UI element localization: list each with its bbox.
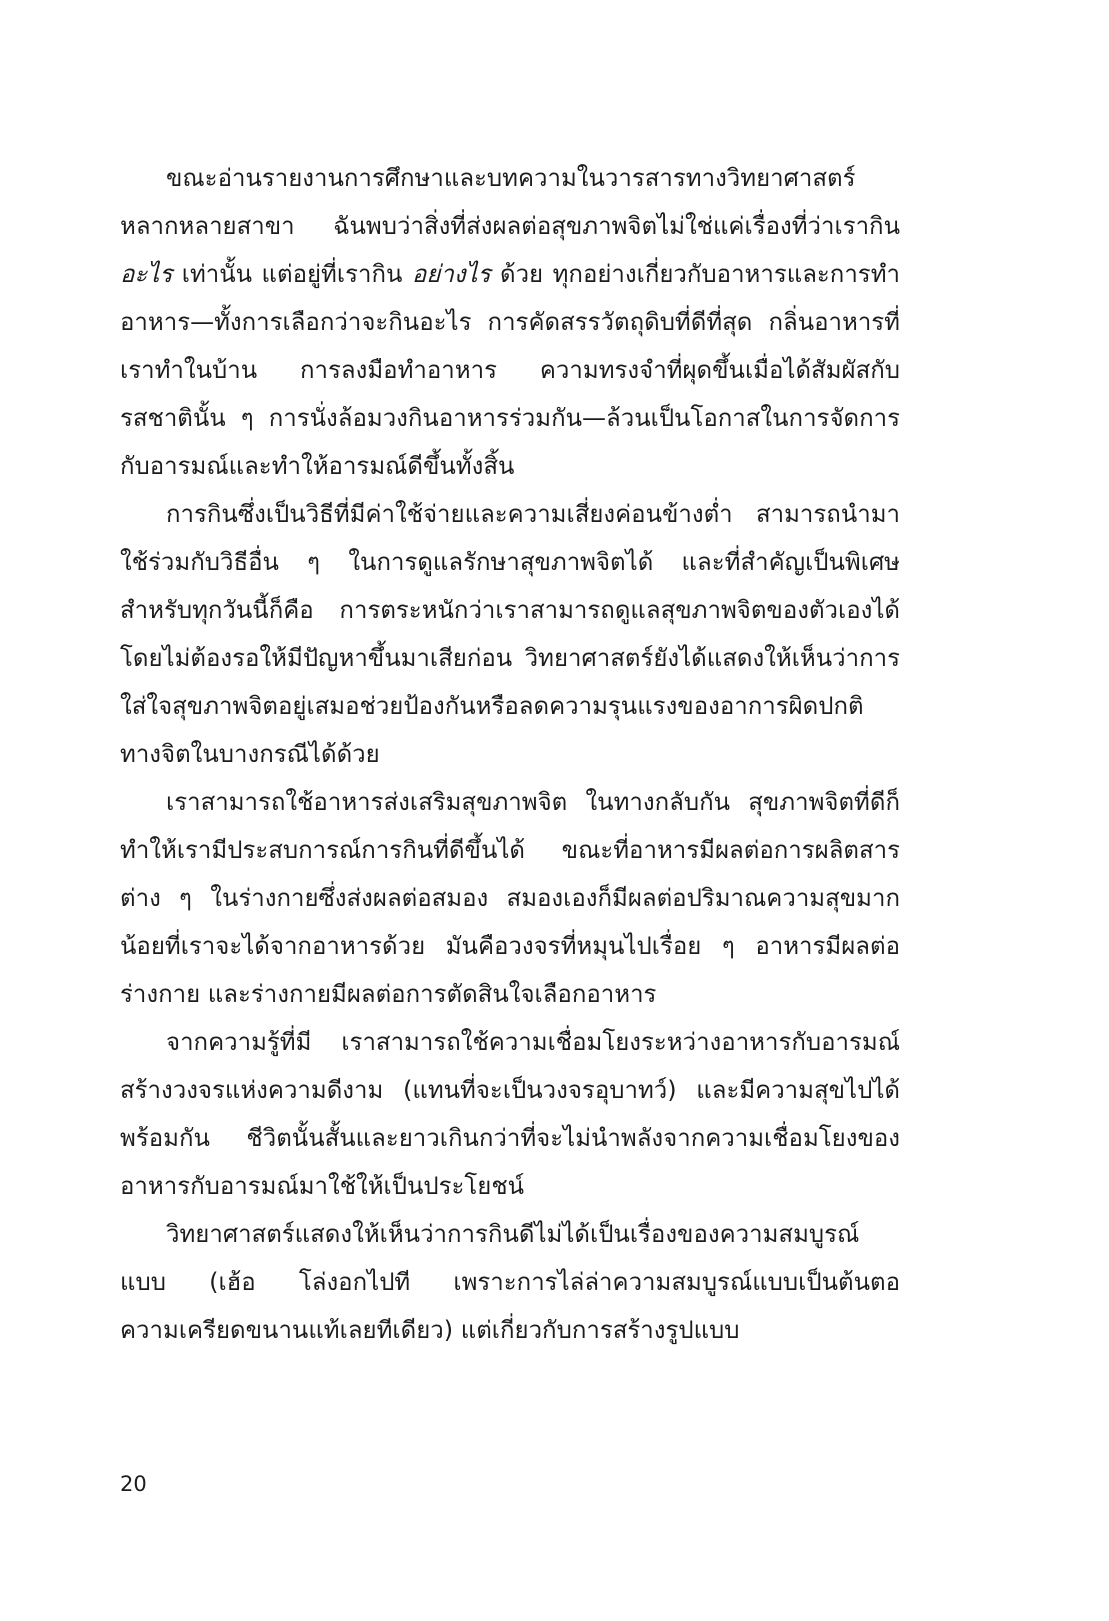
paragraph-1	[120, 154, 900, 490]
text-run: ด้วย ทุกอย่างเกี่ยวกับอาหารและการทำอาหาร—ทั้งการเลือกว่าจะกินอะไร การคัดสรรวัตถุดิบที่ดีที่สุด กลิ่นอาหารที่เราทำในบ้าน การลงมือทำอาหาร ความทรงจำที่ผุดขึ้นเมื่อได้สัมผัสกับรสชาตินั้น ๆ การนั่งล้อมวงกินอาหารร่วมกัน—ล้วนเป็นโอกาสในการจัดการกับอารมณ์และทำให้อารมณ์ดีขึ้นทั้งสิ้น	[120, 260, 900, 480]
paragraph-4	[120, 1018, 900, 1210]
text-run: เราสามารถใช้อาหารส่งเสริมสุขภาพจิต ในทางกลับกัน สุขภาพจิตที่ดีก็ทำให้เรามีประสบการณ์การกินที่ดีขึ้นได้ ขณะที่อาหารมีผลต่อการผลิตสารต่าง ๆ ในร่างกายซึ่งส่งผลต่อสมอง สมองเองก็มีผลต่อปริมาณความสุขมากน้อยที่เราจะได้จากอาหารด้วย มันคือวงจรที่หมุนไปเรื่อย ๆ อาหารมีผลต่อร่างกาย และร่างกายมีผลต่อการตัดสินใจเลือกอาหาร	[120, 788, 900, 1008]
paragraph-3	[120, 778, 900, 1018]
body-text	[120, 154, 900, 1354]
text-run: ขณะอ่านรายงานการศึกษาและบทความในวารสารทางวิทยาศาสตร์หลากหลายสาขา ฉันพบว่าสิ่งที่ส่งผลต่อสุขภาพจิตไม่ใช่แค่เรื่องที่ว่าเรากิน	[120, 164, 900, 240]
text-run: จากความรู้ที่มี เราสามารถใช้ความเชื่อมโยงระหว่างอาหารกับอารมณ์สร้างวงจรแห่งความดีงาม (แทนที่จะเป็นวงจรอุบาทว์) และมีความสุขไปได้พร้อมกัน ชีวิตนั้นสั้นและยาวเกินกว่าที่จะไม่นำพลังจากความเชื่อมโยงของอาหารกับอารมณ์มาใช้ให้เป็นประโยชน์	[120, 1028, 900, 1200]
page-number: 20	[120, 1472, 147, 1496]
paragraph-5	[120, 1210, 900, 1354]
text-run: เท่านั้น แต่อยู่ที่เรากิน	[172, 260, 412, 288]
text-run: วิทยาศาสตร์แสดงให้เห็นว่าการกินดีไม่ได้เป็นเรื่องของความสมบูรณ์แบบ (เฮ้อ โล่งอกไปที เพราะการไล่ล่าความสมบูรณ์แบบเป็นต้นตอความเครียดขนานแท้เลยทีเดียว) แต่เกี่ยวกับการสร้างรูปแบบ	[120, 1220, 900, 1344]
paragraph-2	[120, 490, 900, 778]
text-run: การกินซึ่งเป็นวิธีที่มีค่าใช้จ่ายและความเสี่ยงค่อนข้างต่ำ สามารถนำมาใช้ร่วมกับวิธีอื่น ๆ ในการดูแลรักษาสุขภาพจิตได้ และที่สำคัญเป็นพิเศษสำหรับทุกวันนี้ก็คือ การตระหนักว่าเราสามารถดูแลสุขภาพจิตของตัวเองได้โดยไม่ต้องรอให้มีปัญหาขึ้นมาเสียก่อน วิทยาศาสตร์ยังได้แสดงให้เห็นว่าการใส่ใจสุขภาพจิตอยู่เสมอช่วยป้องกันหรือลดความรุนแรงของอาการผิดปกติทางจิตในบางกรณีได้ด้วย	[120, 500, 900, 768]
emphasis-text: อย่างไร	[411, 260, 491, 288]
emphasis-text: อะไร	[120, 260, 173, 288]
